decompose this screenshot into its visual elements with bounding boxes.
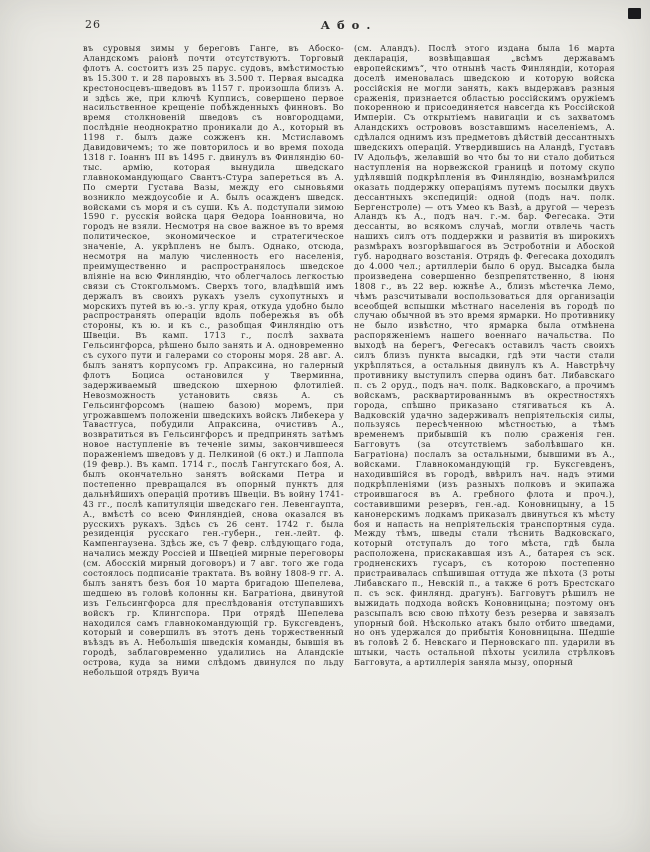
text-column-left: въ суровыя зимы у береговъ Ганге, въ Абоско-Аландскомъ раіонѣ почти отсутствуютъ. Торговый флотъ А. состоитъ изъ 25 парус. судовъ, вмѣстимостью въ 15.300 т. и 28 паровыхъ въ 3.500 т. Первая высадка крестоносцевъ-шведовъ въ 1157 г. произошла близъ А. и здѣсь же, при ключѣ Купписъ, совершено первое насильственное крещеніе побѣжденныхъ финновъ. Во время столкновеній шведовъ съ новгородцами, послѣдніе неоднократно проникали до А., который въ 1198 г. былъ даже сожженъ кн. Мстиславомъ Давидовичемъ; то же повторилось и во время похода 1318 г. Іоаннъ III въ 1495 г. двинулъ въ Финляндію 60-тыс. армію, которая вынудила шведскаго главнокомандующаго Свантъ-Стура запереться въ А. По смерти Густава Вазы, между его сыновьями возникло междоусобіе и А. былъ осажденъ шведск. войсками съ моря и съ суши. Къ А. подступали зимою 1590 г. русскія войска царя Ѳедора Іоанновича, но городъ не взяли. Несмотря на свое важное въ то время политическое, экономическое и стратегическое значеніе, А. укрѣпленъ не былъ. Однако, отсюда, несмотря на малую численность его населенія, преимущественно и распространялось шведское вліяніе на всю Финляндію, что облегчалось легкостью связи съ Стокгольмомъ. Сверхъ того, владѣвшій имъ держалъ въ своихъ рукахъ узелъ сухопутныхъ и морскихъ путей въ ю.-з. углу края, откуда удобно было распространять операціи вдоль побережья въ обѣ стороны, къ ю. и къ с., разобщая Финляндію отъ Швеціи. Въ камп. 1713 г., послѣ захвата Гельсингфорса, рѣшено было занять и А. одновременно съ сухого пути и галерами со стороны моря. 28 авг. А. былъ занятъ корпусомъ гр. Апраксина, но галерный флотъ Боциса остановился у Тверминна, задерживаемый шведскою шхерною флотиліей. Невозможность установить связь А. съ Гельсингфорсомъ (нашею базою) моремъ, при угрожавшемъ положеніи шведскихъ войскъ Либекера у Тавастгуса, побудили Апраксина, очистивъ А., возвратиться въ Гельсингфорсъ и предпринять затѣмъ новое наступленіе въ теченіе зимы, закончившееся пораженіемъ шведовъ у д. Пелкиной (6 окт.) и Лаппола (19 февр.). Въ камп. 1714 г., послѣ Гангутскаго боя, А. былъ окончательно занятъ войсками Петра и постепенно превращался въ опорный пунктъ для дальнѣйшихъ операцій противъ Швеціи. Въ войну 1741-43 гг., послѣ капитуляціи шведскаго ген. Левенгаупта, А., вмѣстѣ со всею Финляндіей, снова оказался въ русскихъ рукахъ. Здѣсь съ 26 сент. 1742 г. была резиденція русскаго ген.-губерн., ген.-лейт. ф. Кампенгаузена. Здѣсь же, съ 7 февр. слѣдующаго года, начались между Россіей и Швеціей мирные переговоры (см. Абосскій мирный договоръ) и 7 авг. того же года состоялось подписаніе трактата. Въ войну 1808-9 гг. А. былъ занятъ безъ боя 10 марта бригадою Шепелева, шедшею въ головѣ колонны кн. Багратіона, двинутой изъ Гельсингфорса для преслѣдованія отступавшихъ войскъ гр. Клингспора. При отрядѣ Шепелева находился самъ главнокомандующій гр. Буксгевденъ, который и совершилъ въ этотъ день торжественный въѣздъ въ А. Небольшія шведскія команды, бывшія въ городѣ, заблаговременно удалились на Аландскіе острова, куда за ними слѣдомъ двинулся по льду небольшой отрядъ Вуича [83,43,344,678]
running-head-title: Або. [320,18,378,32]
page-header [83,18,615,33]
article-body [83,44,615,678]
page-number: 26 [85,18,101,31]
text-column-right: (см. Аландъ). Послѣ этого издана была 16 марта декларація, возвѣщавшая „всѣмъ державамъ европейскимъ“, что отнынѣ часть Финляндіи, которая доселѣ именовалась шведскою и которую войска россійскія не могли занять, какъ выдержавъ разныя сраженія, признается областью россійскимъ оружіемъ покоренною и присоединяется навсегда къ Россійской Имперіи. Съ открытіемъ навигаціи и съ захватомъ Аландскихъ острововъ возставшимъ населеніемъ, А. сдѣлался однимъ изъ предметовъ дѣйствій дессантныхъ шведскихъ операцій. Утвердившись на Аландѣ, Густавъ IV Адольфъ, желавшій во что бы то ни стало добиться наступленія на норвежской границѣ и потому скупо удѣлявшій подкрѣпленія въ Финляндію, вознамѣрился оказать поддержку операціямъ путемъ посылки двухъ дессантныхъ экспедицій: одной (подъ нач. полк. Бергенстроле) — отъ Умео къ Вазѣ, а другой — черезъ Аландъ къ А., подъ нач. г.-м. бар. Фегесака. Эти дессанты, во всякомъ случаѣ, могли отвлечь часть нашихъ силъ отъ поддержки и развитія въ широкихъ размѣрахъ возгорѣвшагося въ Эстроботніи и Абоской губ. народнаго возстанія. Отрядъ ф. Фегесака доходилъ до 4.000 чел.; артиллеріи было 6 оруд. Высадка была произведена совершенно безпрепятственно, 8 іюня 1808 г., въ 22 вер. южнѣе А., близъ мѣстечка Лемо, чѣмъ разсчитывали воспользоваться для организаціи всеобщей вспышки мѣстнаго населенія въ городѣ по случаю обычной въ это время ярмарки. Но противнику не было извѣстно, что ярмарка была отмѣнена распоряженіемъ нашего военнаго начальства. По выходѣ на берегъ, Фегесакъ оставилъ часть своихъ силъ близъ пункта высадки, гдѣ эти части стали укрѣпляться, а остальныя двинулъ къ А. Навстрѣчу противнику выступилъ сперва одинъ бат. Либавскаго п. съ 2 оруд., подъ нач. полк. Вадковскаго, а прочимъ войскамъ, расквартированнымъ въ окрестностяхъ города, спѣшно приказано стягиваться къ А. Вадковскій удачно задерживалъ непріятельскія силы, пользуясь пересѣченною мѣстностью, а тѣмъ временемъ прибывшій къ полю сраженія ген. Багговутъ (за отсутствіемъ заболѣвшаго кн. Багратіона) послалъ за остальными, бывшими въ А., войсками. Главнокомандующій гр. Буксгевденъ, находившійся въ городѣ, ввѣрилъ нач. надъ этими подкрѣпленіями (изъ разныхъ полковъ и экипажа строившагося въ А. гребного флота и проч.), составившими резервъ, ген.-ад. Коновницыну, а 15 канонерскимъ лодкамъ приказалъ двинуться къ мѣсту боя и напасть на непріятельскія транспортныя суда. Между тѣмъ, шведы стали тѣснить Вадковскаго, который отступалъ до того мѣста, гдѣ была расположена, прискакавшая изъ А., батарея съ эск. гродненскихъ гусаръ, съ которою постепенно пристраивалась спѣшившая оттуда же пѣхота (3 роты Либавскаго п., Невскій п., а также 6 ротъ Брестскаго п. съ эск. финлянд. драгунъ). Багговутъ рѣшилъ не выжидать подхода войскъ Коновницына; поэтому онъ разсыпалъ всю свою пѣхоту безъ резерва и завязалъ упорный бой. Нѣсколько атакъ было отбито шведами, но онъ удержался до прибытія Коновницына. Шедшіе въ головѣ 2 б. Невскаго и Перновскаго пп. ударили въ штыки, часть остальной пѣхоты усилила стрѣлковъ Багговута, а артиллерія заняла мызу, опорный [354,43,615,668]
scan-artifact-mark [628,8,641,19]
